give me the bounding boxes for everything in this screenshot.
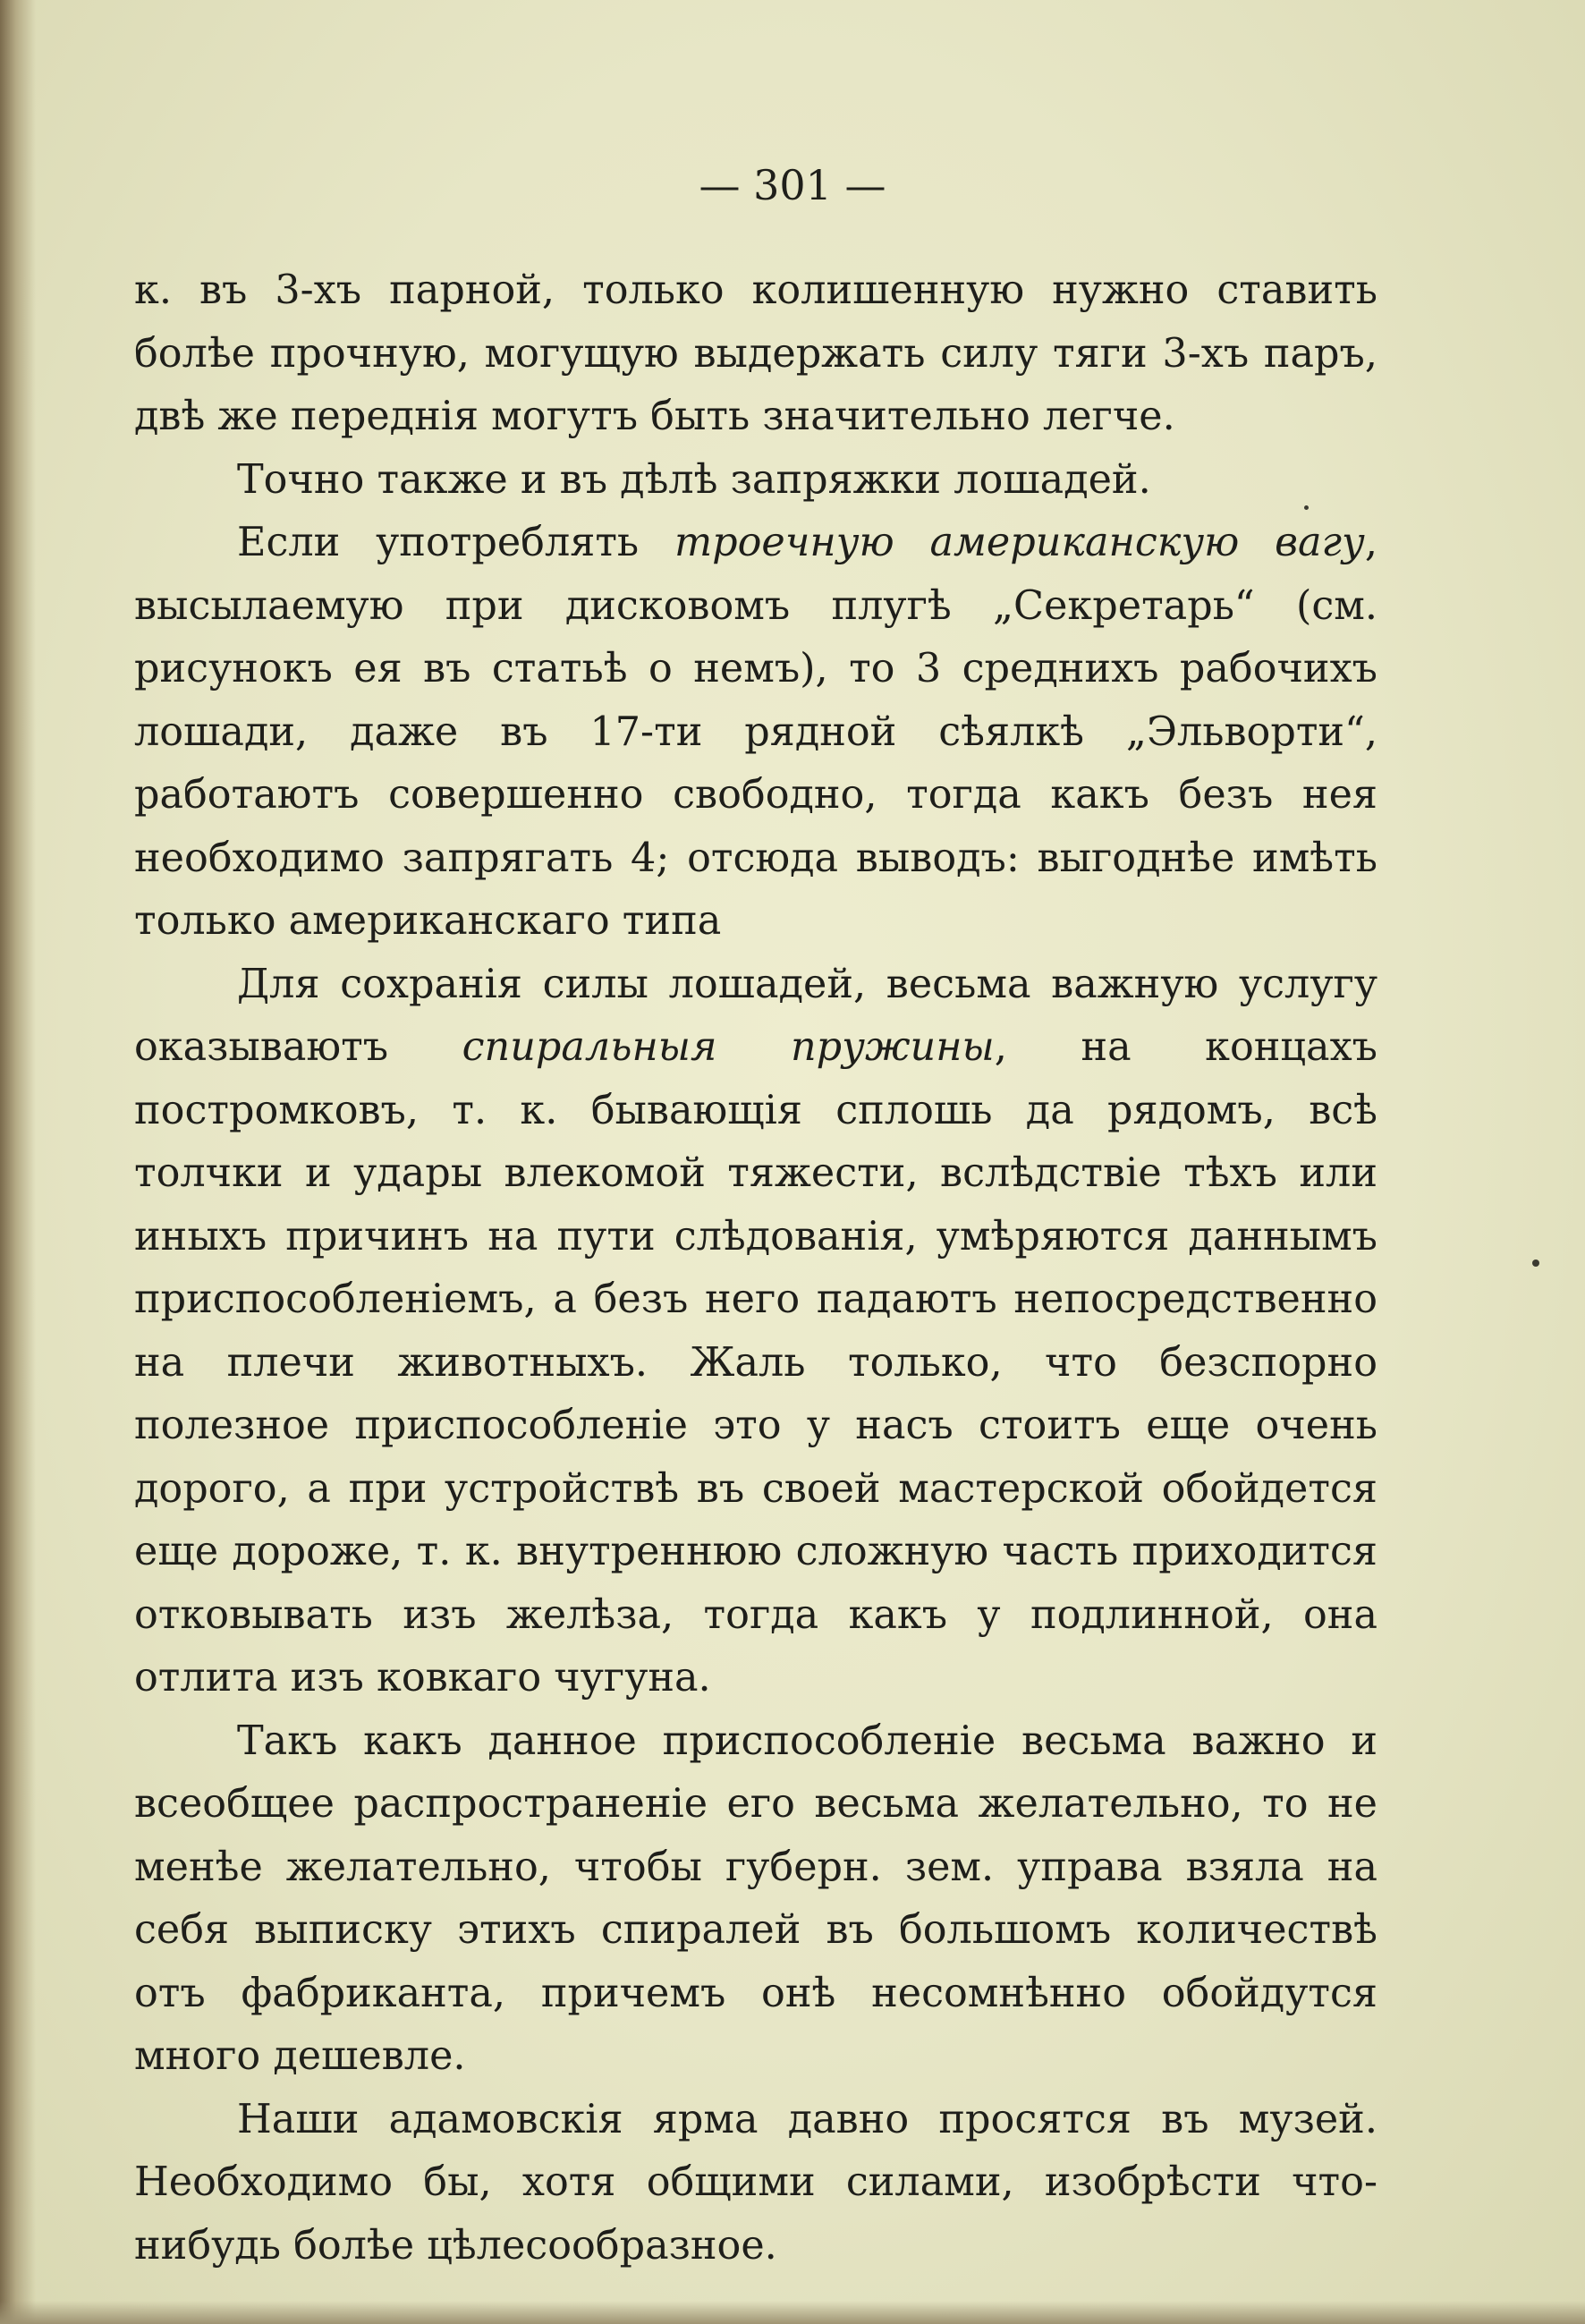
text-run: Для сохранія силы лошадей, весьма важную услугу оказываютъ (134, 961, 1377, 1070)
text-run: Точно также и въ дѣлѣ запряжки лошадей. (237, 456, 1151, 503)
italic-term: троечную американскую вагу (674, 520, 1365, 565)
italic-term: спиральныя пружины (462, 1024, 995, 1070)
ink-speck (1304, 505, 1309, 510)
paragraph (134, 449, 1377, 513)
page-number: — 301 — (699, 161, 886, 209)
text-run: Если употреблять (237, 520, 674, 565)
text-run: , на концахъ постромковъ, т. к. бывающія сплошь да рядомъ, всѣ толчки и удары влекомой тяжести, вслѣдствіе тѣхъ или иныхъ причинъ на пути слѣдованія, умѣряются даннымъ приспособленіемъ, а безъ него падаютъ непосредственно на плечи животныхъ. Жаль только, что безспорно полезное приспособленіе это у насъ стоитъ еще очень дорого, а при устройствѣ въ своей мастерской обойдется еще дороже, т. к. внутреннюю сложную часть приходится отковывать изъ желѣза, тогда какъ у подлинной, она отлита изъ ковкаго чугуна. (134, 1024, 1377, 1701)
paragraph (134, 954, 1377, 1710)
text-run: Такъ какъ данное приспособленіе весьма важно и всеобщее распространеніе его весьма желательно, то не менѣе желательно, чтобы губерн. зем. управа взяла на себя выписку этихъ спиралей въ большомъ количествѣ отъ фабриканта, причемъ онѣ несомнѣнно обойдутся много дешевле. (134, 1718, 1377, 2079)
page-left-edge-shadow (0, 0, 36, 2324)
paragraph (134, 2089, 1377, 2278)
text-run: к. въ 3-хъ парной, только колишенную нужно ставить болѣе прочную, могущую выдержать силу тяги 3-хъ паръ, двѣ же переднія могутъ быть значительно легче. (134, 267, 1377, 439)
paragraph (134, 512, 1377, 954)
text-run: , высылаемую при дисковомъ плугѣ „Секретарь“ (см. рисунокъ ея въ статьѣ о немъ), то 3 среднихъ рабочихъ лошади, даже въ 17-ти рядной сѣялкѣ „Эльворти“, работаютъ совершенно свободно, тогда какъ безъ нея необходимо запрягать 4; отсюда выводъ: выгоднѣе имѣть только американскаго типа (134, 520, 1377, 944)
ink-speck (1532, 1260, 1539, 1267)
paragraph (134, 1710, 1377, 2089)
paragraph (134, 259, 1377, 449)
page-bottom-edge-shadow (0, 2301, 1585, 2324)
text-run: Наши адамовскія ярма давно просятся въ музей. Необходимо бы, хотя общими силами, изобрѣсти что-нибудь болѣе цѣлесообразное. (134, 2096, 1377, 2269)
body-text (134, 259, 1377, 2277)
